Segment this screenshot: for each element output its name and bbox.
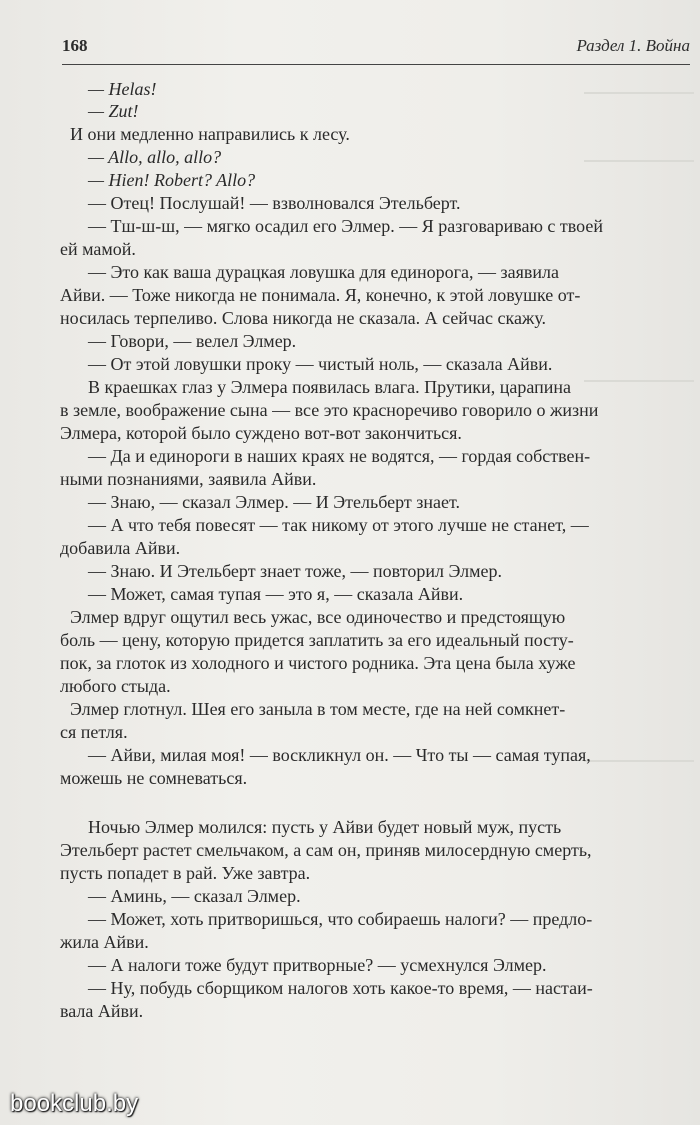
text-line: жила Айви. — [60, 932, 149, 952]
text-line: — Знаю. И Этельберт знает тоже, — повторил Элмер. — [88, 561, 502, 581]
bleed-through-mark — [584, 92, 694, 94]
text-line: ными познаниями, заявила Айви. — [60, 469, 317, 489]
text-line: В краешках глаз у Элмера появилась влага. Прутики, царапина — [88, 377, 571, 397]
text-line: — Отец! Послушай! — взволновался Этельберт. — [88, 193, 461, 213]
section-title: Раздел 1. Война — [576, 36, 690, 55]
bleed-through-mark — [584, 380, 694, 382]
bleed-through-mark — [584, 160, 694, 162]
text-line: любого стыда. — [60, 676, 171, 696]
text-line: Айви. — Тоже никогда не понимала. Я, конечно, к этой ловушке от- — [60, 285, 581, 305]
text-line: — Ну, побудь сборщиком налогов хоть какое-то время, — настаи- — [88, 978, 593, 998]
text-line: пусть попадет в рай. Уже завтра. — [60, 863, 311, 883]
text-line: — Zut! — [88, 101, 139, 121]
text-line: — Знаю, — сказал Элмер. — И Этельберт знает. — [88, 492, 460, 512]
text-line: И они медленно направились к лесу. — [70, 124, 350, 144]
text-line: — Аминь, — сказал Элмер. — [88, 886, 301, 906]
text-line: — Это как ваша дурацкая ловушка для единорога, — заявила — [88, 262, 559, 282]
text-line: — Айви, милая моя! — воскликнул он. — Что ты — самая тупая, — [88, 745, 591, 765]
text-line: носилась терпеливо. Слова никогда не сказала. А сейчас скажу. — [60, 308, 547, 328]
text-line: — А налоги тоже будут притворные? — усмехнулся Элмер. — [88, 955, 547, 975]
text-line: Элмер вдруг ощутил весь ужас, все одиночество и предстоящую — [70, 607, 566, 627]
text-line: — Может, хоть притворишься, что собираешь налоги? — предло- — [88, 909, 593, 929]
text-line: — Helas! — [88, 79, 157, 99]
page-header — [62, 36, 690, 66]
text-line: пок, за глоток из холодного и чистого родника. Эта цена была хуже — [60, 653, 576, 673]
text-line: Этельберт растет смельчаком, а сам он, приняв милосердную смерть, — [60, 840, 592, 860]
text-line: — Тш-ш-ш, — мягко осадил его Элмер. — Я разговариваю с твоей — [88, 216, 603, 236]
text-line: Элмера, которой было суждено вот-вот закончиться. — [60, 423, 462, 443]
text-line: добавила Айви. — [60, 538, 181, 558]
text-line: — От этой ловушки проку — чистый ноль, — сказала Айви. — [88, 354, 553, 374]
page-number: 168 — [62, 36, 88, 55]
text-line: — Hien! Robert? Allo? — [88, 170, 256, 190]
text-line: — Говори, — велел Элмер. — [88, 331, 297, 351]
text-line: можешь не сомневаться. — [60, 768, 248, 788]
bleed-through-mark — [584, 760, 694, 762]
text-line: — Может, самая тупая — это я, — сказала Айви. — [88, 584, 464, 604]
text-line: ей мамой. — [60, 239, 136, 259]
text-line: боль — цену, которую придется заплатить за его идеальный посту- — [60, 630, 574, 650]
text-line: в земле, воображение сына — все это красноречиво говорило о жизни — [60, 400, 599, 420]
text-line: ся петля. — [60, 722, 128, 742]
text-line: вала Айви. — [60, 1001, 144, 1021]
text-line: Ночью Элмер молился: пусть у Айви будет новый муж, пусть — [88, 817, 562, 837]
text-line: — А что тебя повесят — так никому от этого лучше не станет, — — [88, 515, 589, 535]
watermark-logo: bookclub.by — [10, 1090, 139, 1117]
text-line: Элмер глотнул. Шея его заныла в том месте, где на ней сомкнет- — [70, 699, 566, 719]
text-line: — Allo, allo, allo? — [88, 147, 222, 167]
header-rule — [62, 64, 690, 65]
text-line: — Да и единороги в наших краях не водятся, — гордая собствен- — [88, 446, 591, 466]
